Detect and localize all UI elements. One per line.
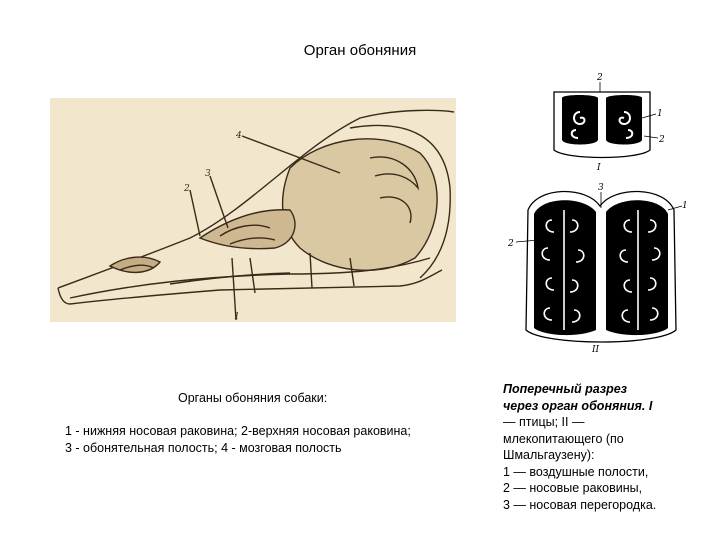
mammal-section-numeral: II <box>592 345 600 355</box>
dog-label-4: 4 <box>236 131 242 141</box>
dog-figure-caption: Органы обоняния собаки: <box>178 391 328 405</box>
bird-nasal-section <box>538 72 666 174</box>
bird-label-2: 2 <box>659 135 665 145</box>
section-figure-caption <box>503 381 713 513</box>
mammal-label-1: 1 <box>682 201 688 211</box>
section-caption-line: млекопитающего (по <box>503 431 624 446</box>
section-caption-line: Шмальгаузену): <box>503 448 595 462</box>
bird-label-2-top: 2 <box>597 73 603 83</box>
mammal-nasal-section <box>508 180 694 356</box>
section-caption-line: 3 — носовая перегородка. <box>503 497 657 512</box>
dog-label-3: 3 <box>205 169 211 179</box>
dog-legend-line: 3 - обонятельная полость; 4 - мозговая полость <box>65 441 342 455</box>
mammal-label-2: 2 <box>508 239 514 249</box>
dog-label-1: 1 <box>234 312 240 322</box>
section-caption-line: 2 — носовые раковины, <box>503 481 643 495</box>
section-caption-heading: через орган обоняния. I <box>503 398 653 413</box>
dog-figure-legend <box>65 423 465 457</box>
section-caption-line: 1 — воздушные полости, <box>503 464 649 479</box>
mammal-label-3: 3 <box>598 183 604 193</box>
dog-olfactory-illustration <box>50 98 456 322</box>
bird-label-1: 1 <box>657 109 663 119</box>
dog-label-2: 2 <box>184 184 190 194</box>
dog-legend-line: 1 - нижняя носовая раковина; 2-верхняя носовая раковина; <box>65 424 411 438</box>
section-caption-line: — птицы; II — <box>503 415 585 429</box>
bird-section-numeral: I <box>597 163 601 173</box>
slide-title: Орган обоняния <box>303 42 417 59</box>
section-caption-heading: Поперечный разрез <box>503 382 628 396</box>
